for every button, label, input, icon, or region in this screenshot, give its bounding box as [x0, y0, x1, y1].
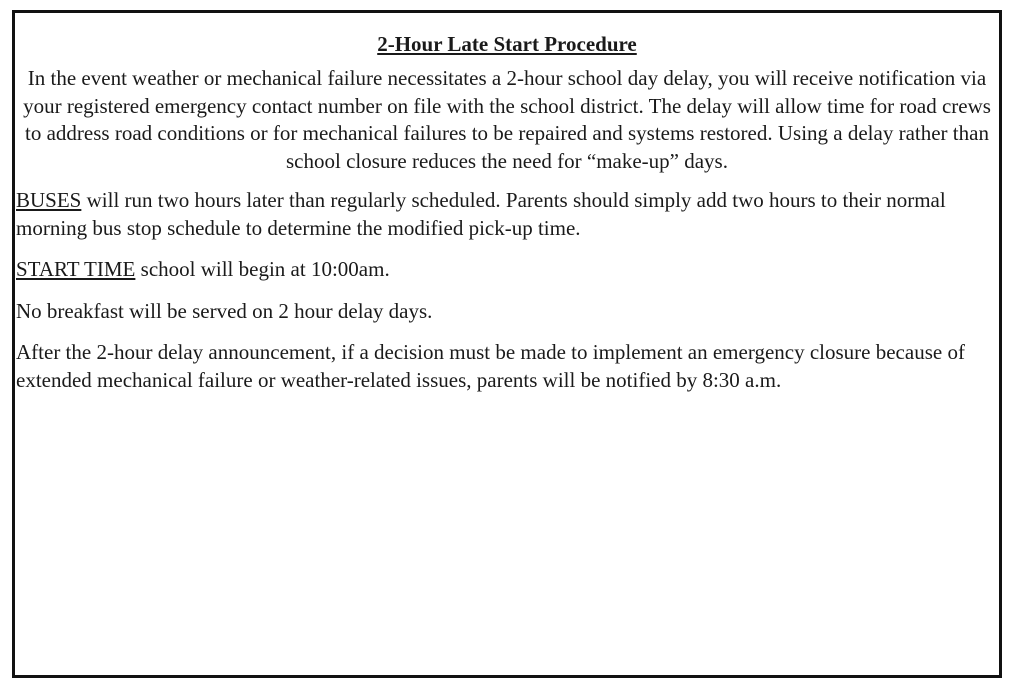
start-time-paragraph [15, 256, 999, 284]
procedure-box [12, 10, 1002, 678]
start-time-text: school will begin at 10:00am. [135, 257, 390, 281]
page-title: 2-Hour Late Start Procedure [377, 32, 637, 56]
buses-text: will run two hours later than regularly scheduled. Parents should simply add two hours to their normal morning bus stop schedule to determine the modified pick-up time. [16, 188, 946, 240]
buses-paragraph [15, 187, 999, 242]
breakfast-paragraph: No breakfast will be served on 2 hour delay days. [16, 298, 433, 323]
start-time-label: START TIME [16, 257, 136, 281]
closure-paragraph: After the 2-hour delay announcement, if a decision must be made to implement an emergency closure because of extended mechanical failure or weather-related issues, parents will be notified by 8:30 a.m. [16, 340, 965, 392]
buses-label: BUSES [16, 188, 82, 212]
intro-paragraph: In the event weather or mechanical failure necessitates a 2-hour school day delay, you will receive notification via your registered emergency contact number on file with the school district. The delay will allow time for road crews to address road conditions or for mechanical failures to be repaired and systems restored. Using a delay rather than school closure reduces the need for “make-up” days. [23, 66, 991, 173]
